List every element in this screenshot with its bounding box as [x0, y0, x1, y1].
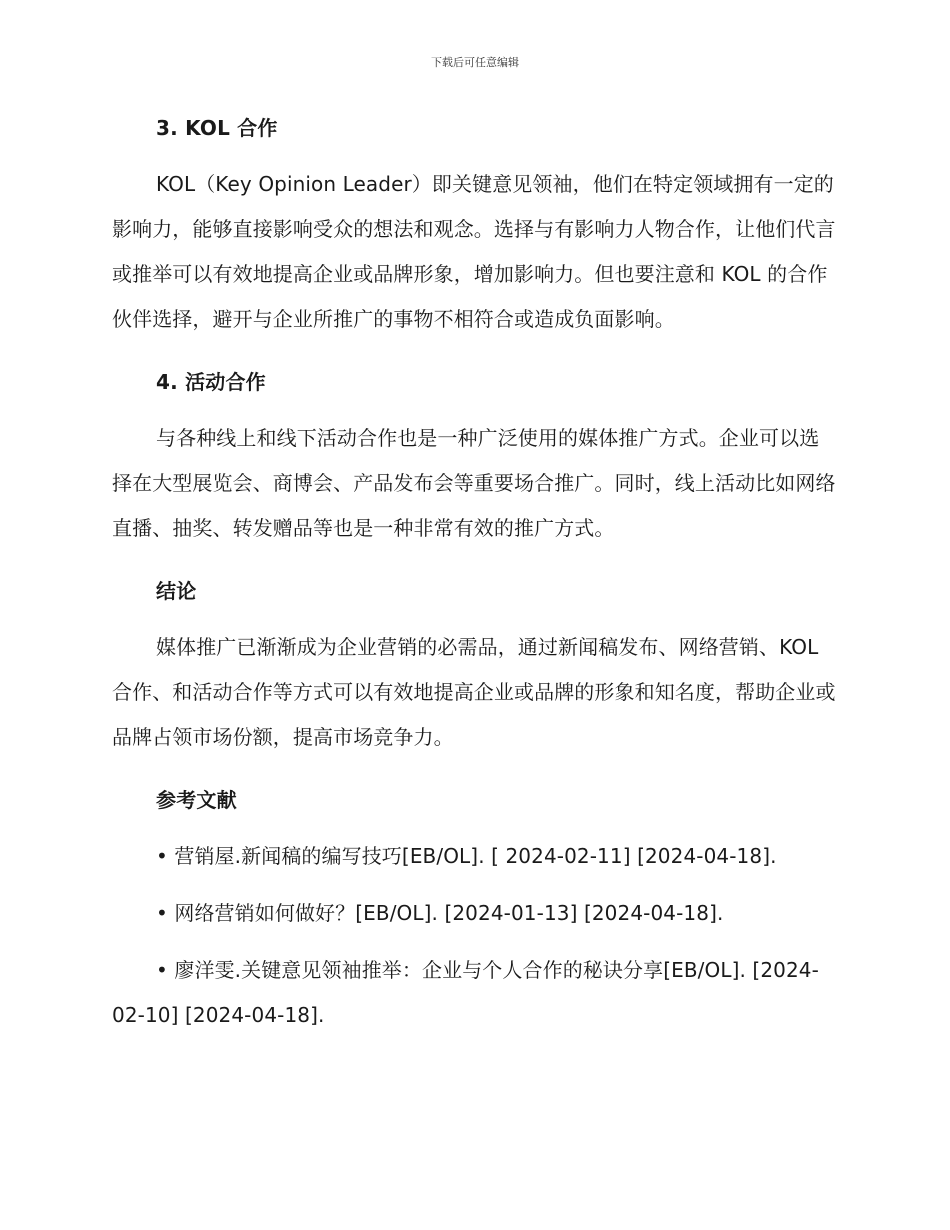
- reference-item: • 营销屋.新闻稿的编写技巧[EB/OL]. [ 2024-02-11] [2024-04-18].: [156, 844, 777, 868]
- event-paragraph: 与各种线上和线下活动合作也是一种广泛使用的媒体推广方式。企业可以选择在大型展览会、商博会、产品发布会等重要场合推广。同时，线上活动比如网络直播、抽奖、转发赠品等也是一种非常有效的推广方式。: [112, 426, 836, 540]
- kol-paragraph: KOL（Key Opinion Leader）即关键意见领袖，他们在特定领域拥有一定的影响力，能够直接影响受众的想法和观念。选择与有影响力人物合作，让他们代言或推举可以有效地提高企业或品牌形象，增加影响力。但也要注意和 KOL 的合作伙伴选择，避开与企业所推广的事物不相符合或造成负面影响。: [112, 172, 836, 331]
- conclusion-paragraph: 媒体推广已渐渐成为企业营销的必需品，通过新闻稿发布、网络营销、KOL 合作、和活动合作等方式可以有效地提高企业或品牌的形象和知名度，帮助企业或品牌占领市场份额，提高市场竞争力。: [112, 635, 836, 749]
- conclusion-heading: 结论: [156, 579, 197, 603]
- header-note: 下载后可任意编辑: [431, 56, 519, 69]
- reference-item: • 廖洋雯.关键意见领袖推举：企业与个人合作的秘诀分享[EB/OL]. [2024-02-10] [2024-04-18].: [112, 958, 819, 1027]
- kol-heading: 3. KOL 合作: [156, 116, 278, 140]
- reference-item: • 网络营销如何做好？[EB/OL]. [2024-01-13] [2024-04-18].: [156, 901, 724, 925]
- document-body: [112, 112, 838, 1038]
- event-heading: 4. 活动合作: [156, 370, 266, 394]
- references-heading: 参考文献: [156, 788, 237, 812]
